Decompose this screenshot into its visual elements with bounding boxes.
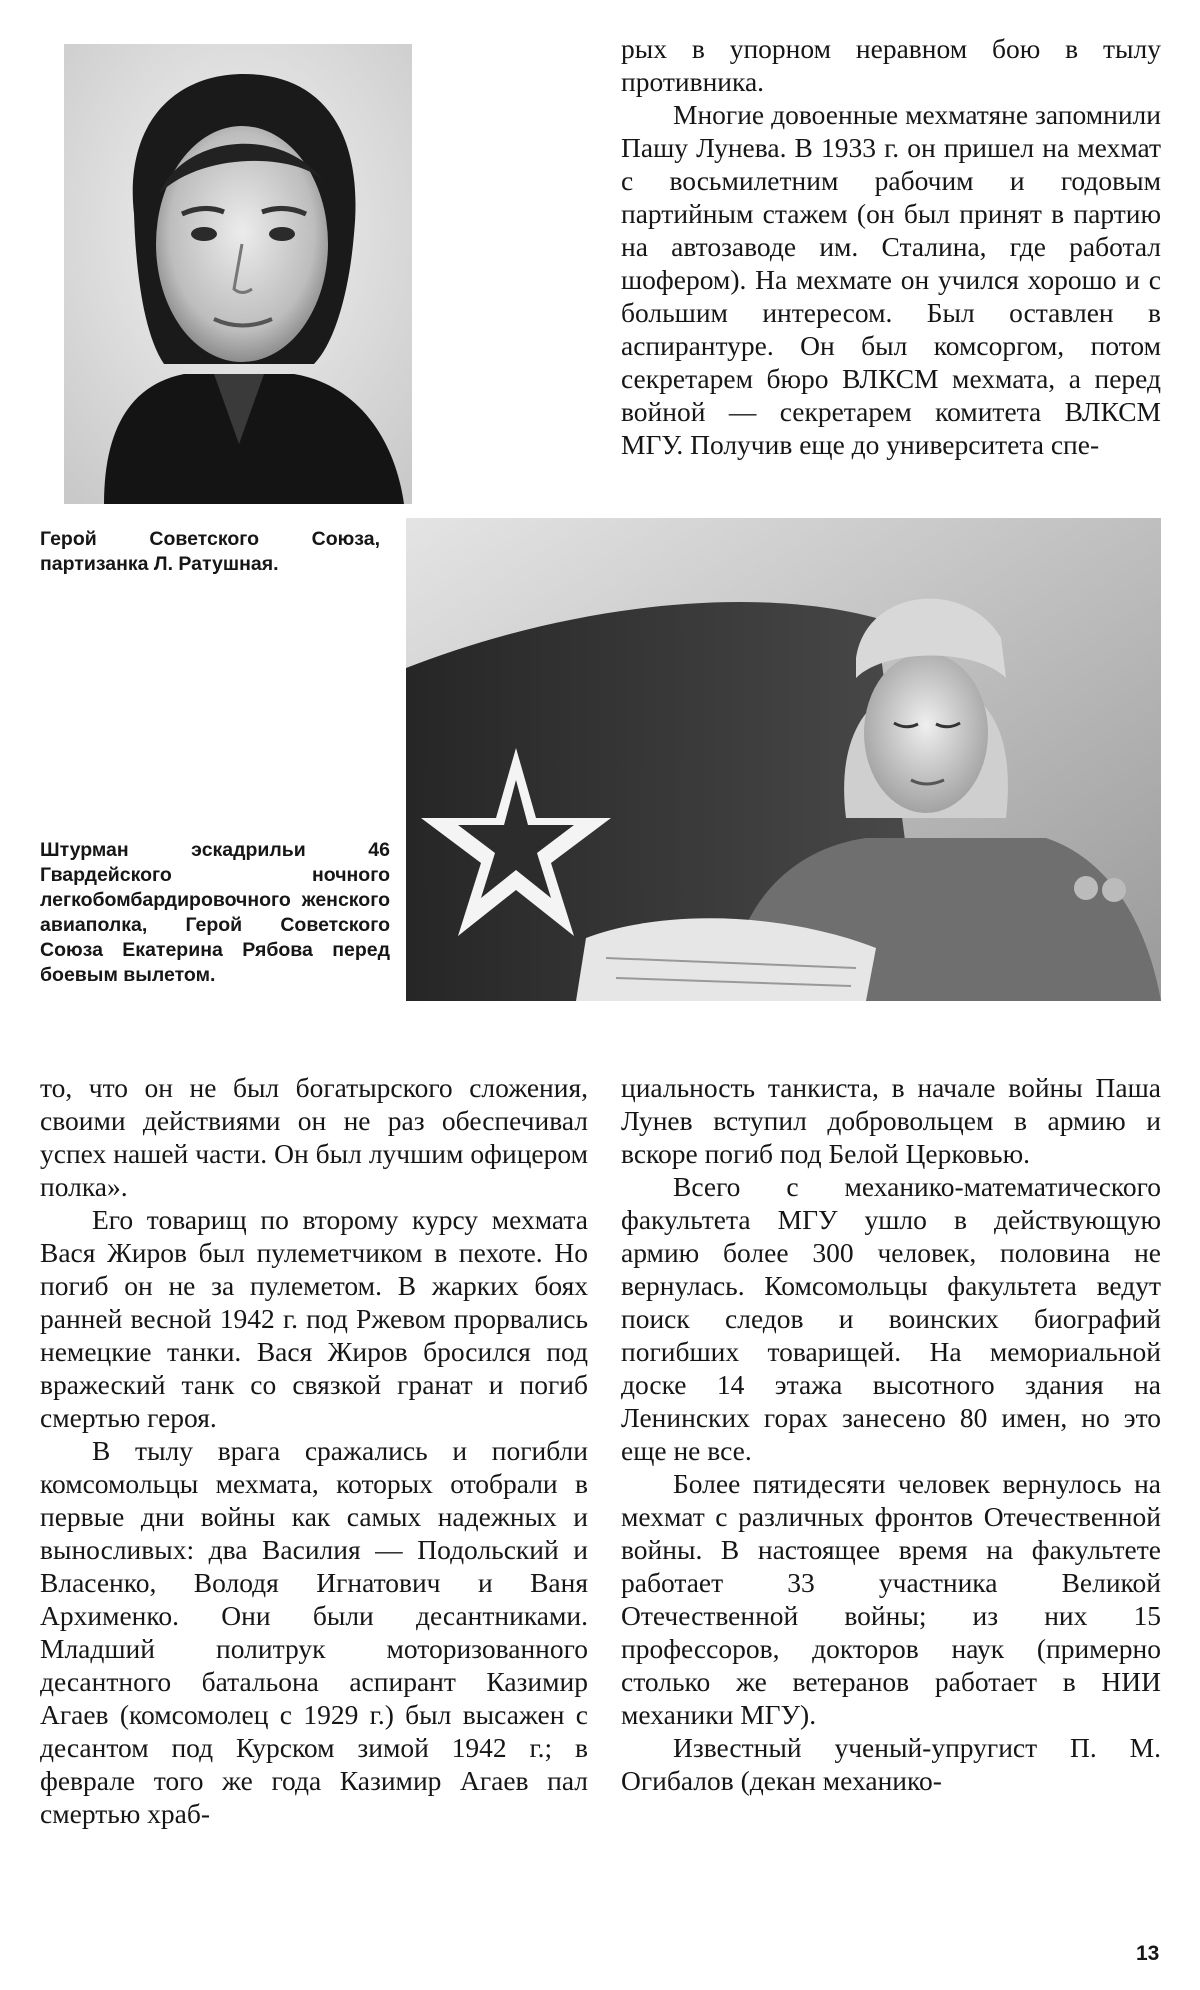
paragraph: рых в упорном неравном бою в тылу противника. [621,33,1161,97]
navigator-photo [406,518,1161,1001]
portrait-photo [64,44,412,504]
portrait-caption: Герой Советского Союза, партизанка Л. Ратушная. [40,528,380,575]
paragraph: Многие довоенные мехматяне запомнили Пашу Лунева. В 1933 г. он пришел на мехмат с восьмилетним рабочим и годовым партийным стажем (он был принят в партию на автозаводе им. Сталина, где работал шофером). На мехмате он учился хорошо и с большим интересом. Был оставлен в аспирантуре. Он был комсоргом, потом секретарем бюро ВЛКСМ мехмата, а перед войной — секретарем комитета ВЛКСМ МГУ. Получив еще до университета спе- [621,99,1161,460]
paragraph: то, что он не был богатырского сложения, своими действиями он не раз обеспечивал успех нашей части. Он был лучшим офицером полка». [40,1072,588,1202]
text-column-bottom-right [621,1071,1161,1797]
navigator-caption: Штурман эскадрильи 46 Гвардейского ночного легкобомбардировочного женского авиаполка, Герой Советского Союза Екатерина Рябова перед боевым вылетом. [40,839,390,986]
text-column-top-right [621,32,1161,461]
paragraph: Более пятидесяти человек вернулось на мехмат с различных фронтов Отечественной войны. В настоящее время на факультете работает 33 участника Великой Отечественной войны; из них 15 профессоров, докторов наук (примерно столько же ветеранов работает в НИИ механики МГУ). [621,1468,1161,1730]
paragraph: Известный ученый-упругист П. М. Огибалов (декан механико- [621,1732,1161,1796]
text-column-bottom-left [40,1071,588,1830]
paragraph: Всего с механико-математического факультета МГУ ушло в действующую армию более 300 человек, половина не вернулась. Комсомольцы факультета ведут поиск следов и воинских биографий погибших товарищей. На мемориальной доске 14 этажа высотного здания на Ленинских горах занесено 80 имен, но это еще не все. [621,1171,1161,1466]
page-number: 13 [1136,1942,1160,1965]
paragraph: В тылу врага сражались и погибли комсомольцы мехмата, которых отобрали в первые дни войны как самых надежных и выносливых: два Василия — Подольский и Власенко, Володя Игнатович и Ваня Архименко. Они были десантниками. Младший политрук моторизованного десантного батальона аспирант Казимир Агаев (комсомолец с 1929 г.) был высажен с десантом под Курском зимой 1942 г.; в феврале того же года Казимир Агаев пал смертью храб- [40,1435,588,1829]
paragraph: Его товарищ по второму курсу мехмата Вася Жиров был пулеметчиком в пехоте. Но погиб он не за пулеметом. В жарких боях ранней весной 1942 г. под Ржевом прорвались немецкие танки. Вася Жиров бросился под вражеский танк со связкой гранат и погиб смертью героя. [40,1204,588,1433]
paragraph: циальность танкиста, в начале войны Паша Лунев вступил добровольцем в армию и вскоре погиб под Белой Церковью. [621,1072,1161,1169]
